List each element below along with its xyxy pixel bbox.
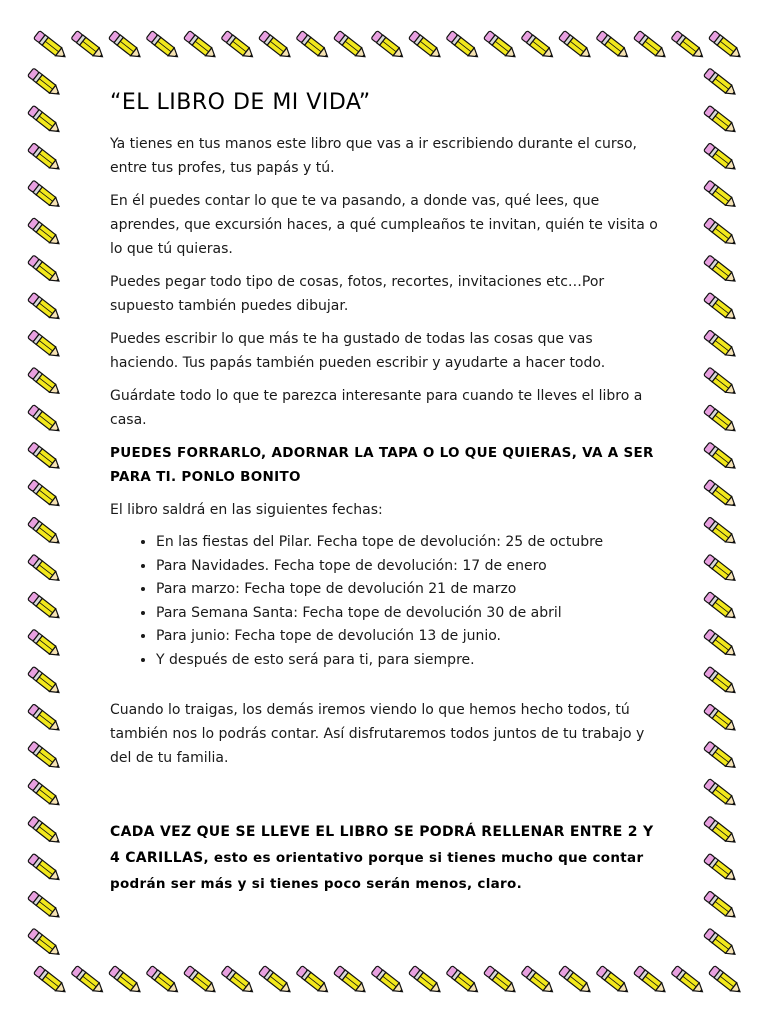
pencil-icon — [484, 31, 519, 61]
keep-paragraph: Guárdate todo lo que te parezca interesante para cuando te lleves el libro a casa. — [110, 388, 643, 428]
pencil-icon — [28, 517, 63, 547]
pencil-icon — [28, 405, 63, 435]
pencil-icon — [634, 966, 669, 996]
pencil-icon — [334, 31, 369, 61]
pencil-icon — [259, 966, 294, 996]
document-body — [110, 86, 662, 906]
pencil-icon — [704, 741, 739, 771]
dates-intro: El libro saldrá en las siguientes fechas: — [110, 502, 383, 518]
pencil-icon — [704, 405, 739, 435]
pencil-icon — [34, 31, 69, 61]
pencil-icon — [704, 853, 739, 883]
pencil-icon — [71, 31, 106, 61]
pencil-icon — [704, 517, 739, 547]
pencil-icon — [28, 666, 63, 696]
pencil-icon — [446, 966, 481, 996]
materials-paragraph: Puedes pegar todo tipo de cosas, fotos, recortes, invitaciones etc…Por supuesto también puedes dibujar. — [110, 274, 605, 314]
pencil-icon — [704, 330, 739, 360]
pencil-icon — [28, 779, 63, 809]
pencil-icon — [259, 31, 294, 61]
pencil-icon — [704, 816, 739, 846]
pencil-icon — [28, 853, 63, 883]
pencil-icon — [596, 31, 631, 61]
pencil-icon — [28, 180, 63, 210]
pencil-icon — [109, 31, 144, 61]
pencil-icon — [704, 143, 739, 173]
list-item: • Para junio: Fecha tope de devolución 13 de junio. — [156, 625, 662, 649]
decorate-note: PUEDES FORRARLO, ADORNAR LA TAPA O LO QUE QUIERAS, VA A SER PARA TI. PONLO BONITO — [110, 445, 654, 485]
pencil-icon — [671, 31, 706, 61]
pencil-icon — [709, 31, 744, 61]
pencil-icon — [704, 629, 739, 659]
pencil-icon — [559, 31, 594, 61]
pencil-icon — [446, 31, 481, 61]
pencil-icon — [704, 367, 739, 397]
pencil-icon — [28, 330, 63, 360]
pencil-icon — [28, 629, 63, 659]
pencil-icon — [704, 292, 739, 322]
pencil-icon — [671, 966, 706, 996]
pencil-icon — [704, 180, 739, 210]
pages-note — [110, 819, 662, 897]
pencil-icon — [71, 966, 106, 996]
pencil-icon — [109, 966, 144, 996]
pencil-icon — [704, 479, 739, 509]
pencil-icon — [28, 105, 63, 135]
pencil-icon — [221, 966, 256, 996]
pencil-icon — [521, 31, 556, 61]
pencil-icon — [28, 218, 63, 248]
pencil-icon — [184, 966, 219, 996]
pencil-icon — [559, 966, 594, 996]
pencil-icon — [28, 554, 63, 584]
pencil-icon — [409, 31, 444, 61]
pencil-icon — [704, 592, 739, 622]
pencil-icon — [704, 68, 739, 98]
pencil-icon — [371, 966, 406, 996]
pages-note-rest: , esto es orientativo porque si tienes mucho que contar podrán ser más y si tienes poco serán menos, claro. — [110, 850, 644, 892]
pencil-icon — [634, 31, 669, 61]
pencil-icon — [34, 966, 69, 996]
pencil-icon — [28, 928, 63, 958]
pencil-icon — [28, 592, 63, 622]
pencil-icon — [28, 816, 63, 846]
pencil-icon — [28, 442, 63, 472]
pencil-icon — [146, 966, 181, 996]
list-item: • Para marzo: Fecha tope de devolución 21 de marzo — [156, 578, 662, 602]
list-item: • Y después de esto será para ti, para siempre. — [156, 649, 662, 673]
pencil-icon — [28, 68, 63, 98]
pencil-icon — [596, 966, 631, 996]
pencil-icon — [221, 31, 256, 61]
pencil-icon — [28, 891, 63, 921]
pencil-icon — [296, 966, 331, 996]
pencil-icon — [334, 966, 369, 996]
page-title: “EL LIBRO DE MI VIDA” — [110, 90, 371, 115]
pencil-icon — [704, 704, 739, 734]
pencil-icon — [28, 479, 63, 509]
pencil-icon — [704, 105, 739, 135]
pages-note-lead: CADA VEZ QUE SE LLEVE EL LIBRO SE PODRÁ RELLENAR ENTRE 2 Y 4 CARILLAS — [110, 824, 654, 866]
pencil-icon — [484, 966, 519, 996]
pencil-icon — [371, 31, 406, 61]
dates-list — [110, 531, 662, 672]
writing-paragraph: Puedes escribir lo que más te ha gustado de todas las cosas que vas haciendo. Tus papás también pueden escribir y ayudarte a hacer todo. — [110, 331, 606, 371]
list-item: • Para Semana Santa: Fecha tope de devolución 30 de abril — [156, 602, 662, 626]
pencil-icon — [28, 255, 63, 285]
closing-paragraph: Cuando lo traigas, los demás iremos viendo lo que hemos hecho todos, tú también nos lo podrás contar. Así disfrutaremos todos juntos de tu trabajo y del de tu familia. — [110, 702, 645, 766]
pencil-icon — [704, 779, 739, 809]
pencil-icon — [704, 255, 739, 285]
pencil-icon — [184, 31, 219, 61]
pencil-icon — [704, 928, 739, 958]
pencil-icon — [521, 966, 556, 996]
pencil-icon — [704, 666, 739, 696]
list-item: • En las fiestas del Pilar. Fecha tope de devolución: 25 de octubre — [156, 531, 662, 555]
pencil-icon — [28, 143, 63, 173]
pencil-icon — [709, 966, 744, 996]
pencil-icon — [28, 704, 63, 734]
pencil-icon — [409, 966, 444, 996]
content-paragraph: En él puedes contar lo que te va pasando, a donde vas, qué lees, que aprendes, que excursión haces, a qué cumpleaños te invitan, quién te visita o lo que tú quieras. — [110, 193, 658, 257]
pencil-icon — [704, 891, 739, 921]
pencil-icon — [704, 218, 739, 248]
pencil-icon — [296, 31, 331, 61]
pencil-icon — [704, 442, 739, 472]
intro-paragraph: Ya tienes en tus manos este libro que vas a ir escribiendo durante el curso, entre tus profes, tus papás y tú. — [110, 136, 637, 176]
pencil-icon — [28, 741, 63, 771]
pencil-icon — [28, 367, 63, 397]
pencil-icon — [28, 292, 63, 322]
pencil-icon — [704, 554, 739, 584]
list-item: • Para Navidades. Fecha tope de devolución: 17 de enero — [156, 555, 662, 579]
pencil-icon — [146, 31, 181, 61]
